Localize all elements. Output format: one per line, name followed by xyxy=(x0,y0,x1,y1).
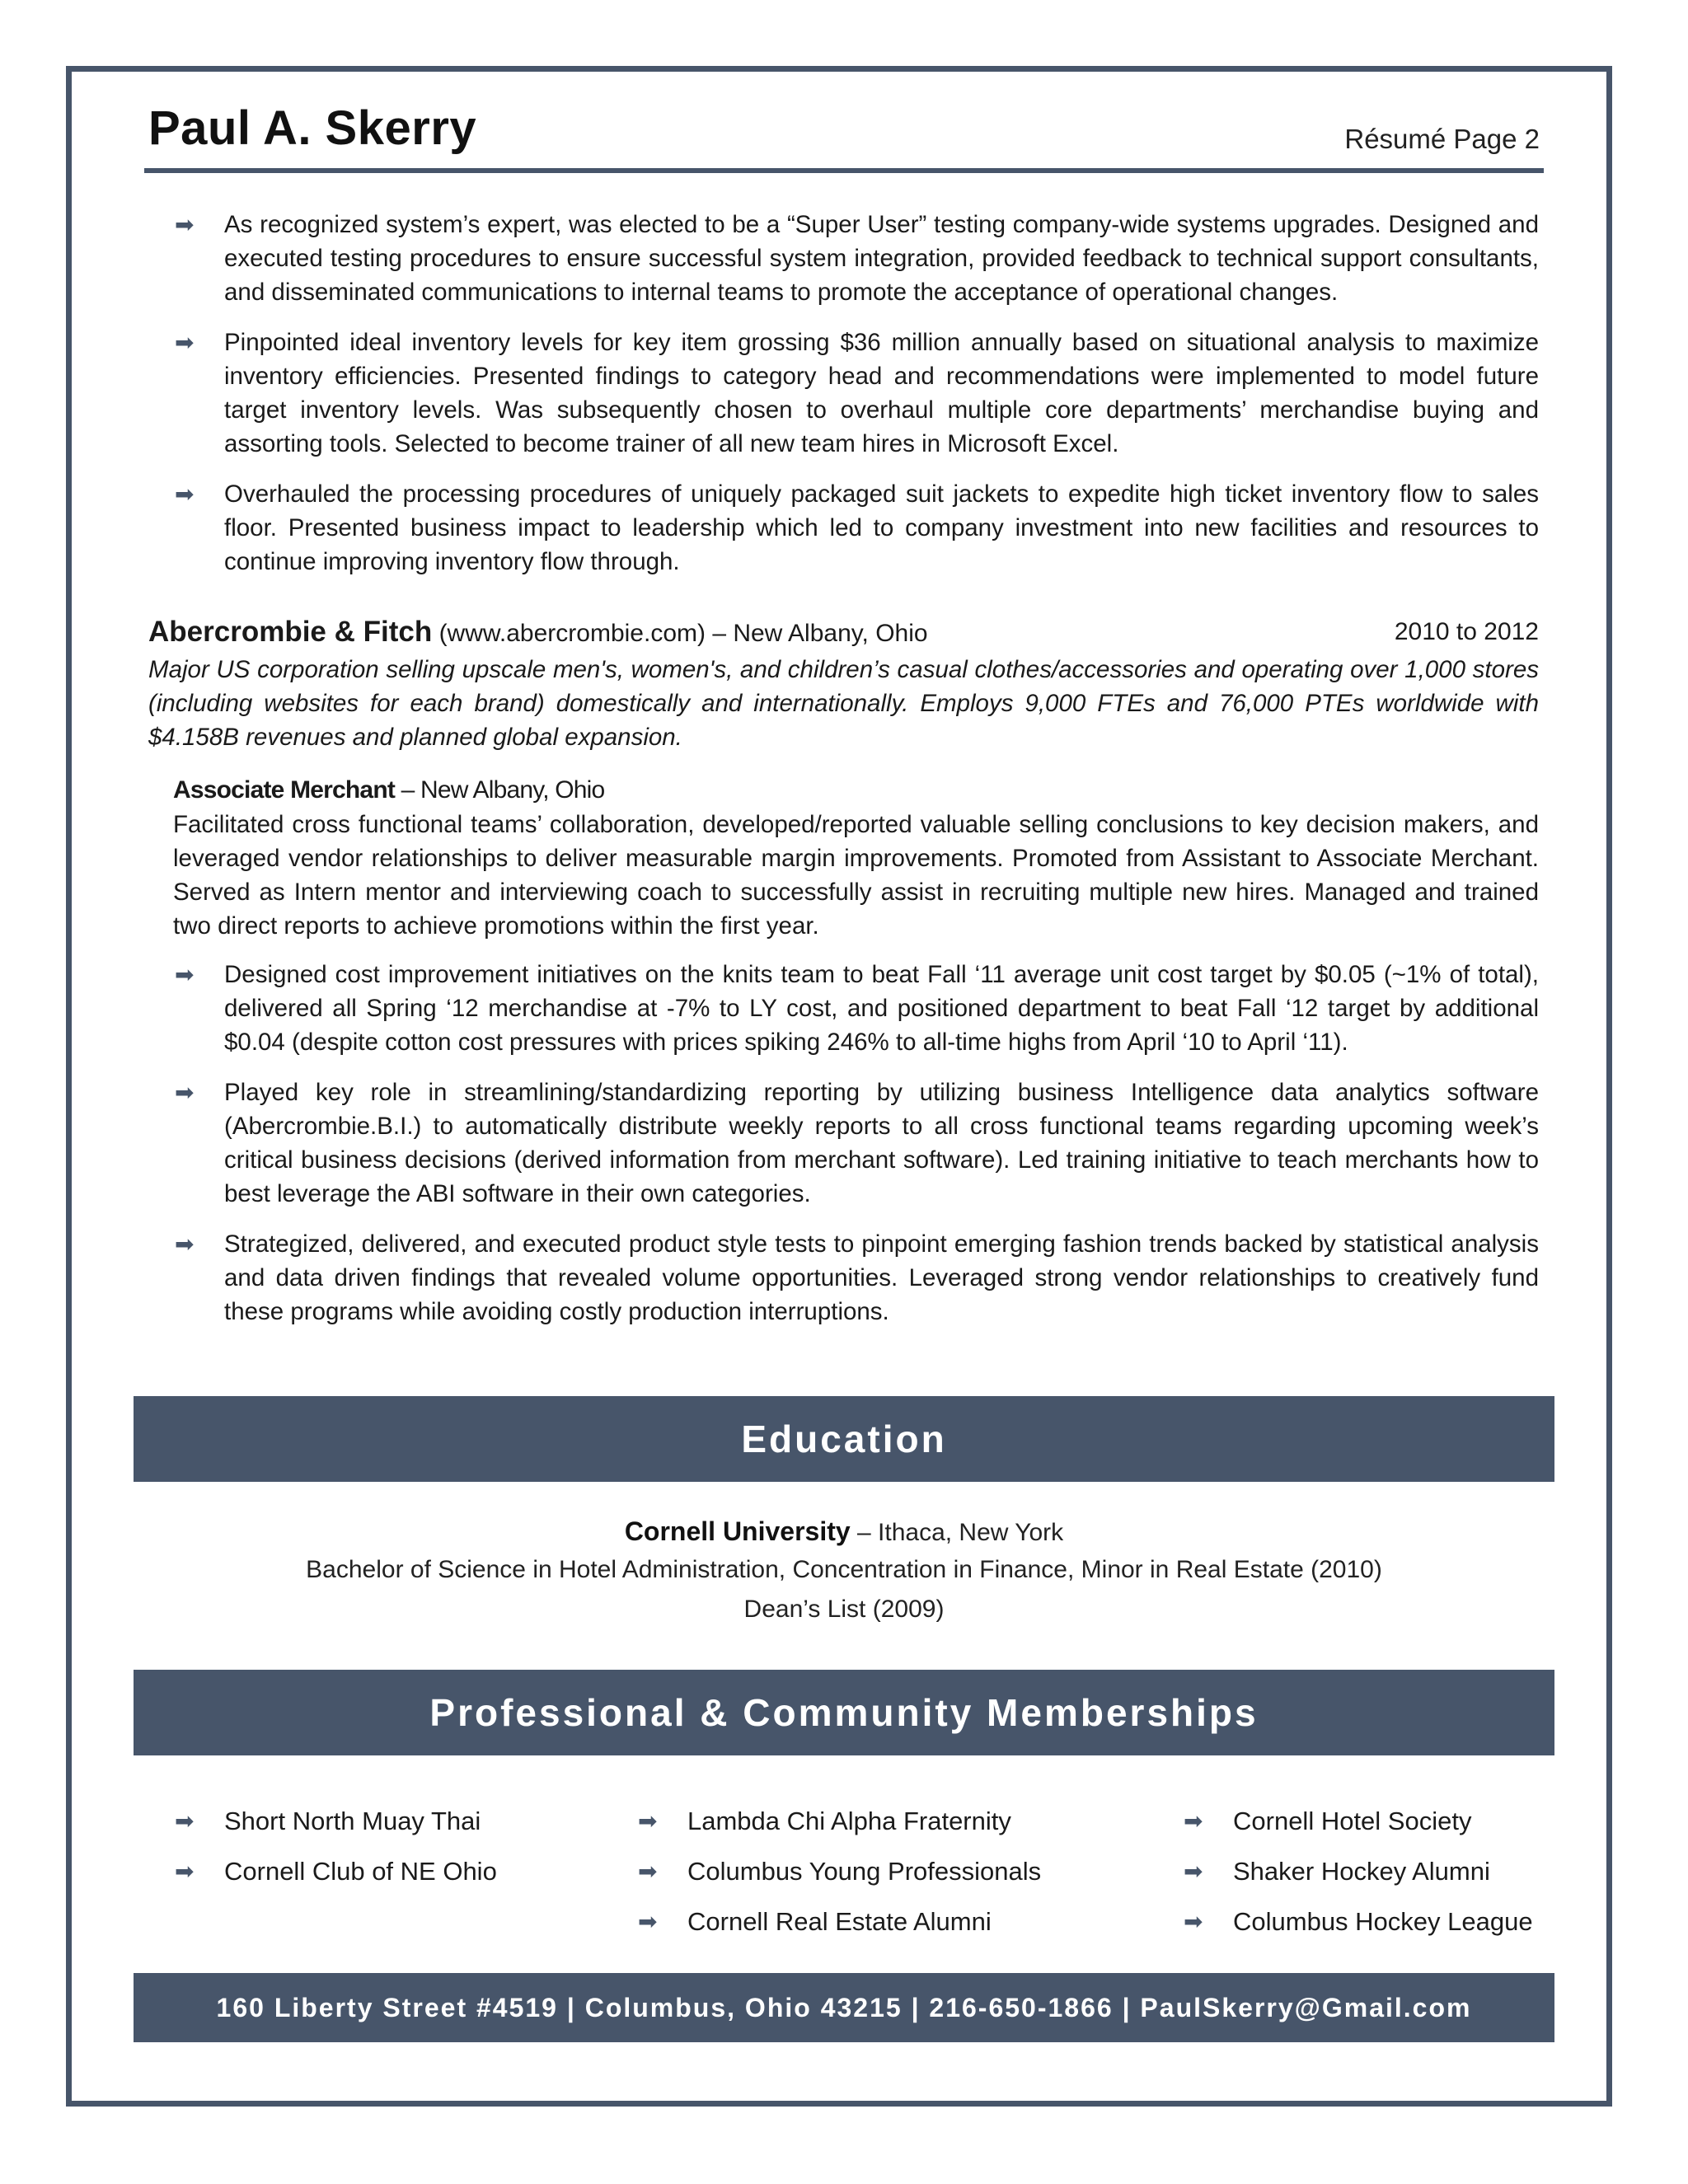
list-item: ➡ Overhauled the processing procedures of uniquely packaged suit jackets to expedite high ticket inventory flow to sales floor. Presented business impact to leadership which led to company investment into new facilities and resources to continue improving inventory flow through. xyxy=(175,477,1539,579)
arrow-right-icon: ➡ xyxy=(175,212,195,237)
list-item: ➡ Columbus Hockey League xyxy=(1184,1904,1533,1940)
arrow-right-icon: ➡ xyxy=(175,1808,195,1834)
role-title: Associate Merchant xyxy=(173,776,396,804)
arrow-right-icon: ➡ xyxy=(175,1080,195,1105)
company-dates: 2010 to 2012 xyxy=(1394,618,1539,645)
header-rule xyxy=(144,168,1544,173)
company-header xyxy=(148,615,1539,651)
role-header xyxy=(173,773,604,808)
arrow-right-icon: ➡ xyxy=(175,481,195,507)
company-description: Major US corporation selling upscale men's, women's, and children’s casual clothes/accessories and operating over 1,000 stores (including websites for each brand) domestically and internationally. Employs 9,000 FTEs and 76,000 PTEs worldwide with $4.158B revenues and planned global expansion. xyxy=(148,656,1539,751)
memberships-column-3 xyxy=(1184,1803,1533,1954)
list-item: ➡ Pinpointed ideal inventory levels for key item grossing $36 million annually based on situational analysis to maximize inventory efficiencies. Presented findings to category head and recommendations were implemented to model future target inventory levels. Was subsequently chosen to overhaul multiple core departments’ merchandise buying and assorting tools. Selected to become trainer of all new team hires in Microsoft Excel. xyxy=(175,326,1539,461)
school-name: Cornell University xyxy=(624,1516,851,1546)
memberships-column-1 xyxy=(175,1803,497,1904)
list-item: ➡ Lambda Chi Alpha Fraternity xyxy=(638,1803,1041,1840)
candidate-name: Paul A. Skerry xyxy=(148,101,477,155)
education-degree: Bachelor of Science in Hotel Administration, Concentration in Finance, Minor in Real Estate (2010) xyxy=(306,1556,1382,1583)
arrow-right-icon: ➡ xyxy=(175,330,195,355)
school-location: – Ithaca, New York xyxy=(850,1519,1064,1546)
arrow-right-icon: ➡ xyxy=(175,1231,195,1257)
list-item: ➡ Played key role in streamlining/standardizing reporting by utilizing business Intelligence data analytics software (Abercrombie.B.I.) to automatically distribute weekly reports to all cross functional teams regarding upcoming week’s critical business decisions (derived information from merchant software). Led training initiative to teach merchants how to best leverage the ABI software in their own categories. xyxy=(175,1076,1539,1211)
list-item: ➡ Short North Muay Thai xyxy=(175,1803,497,1840)
list-item: ➡ Cornell Club of NE Ohio xyxy=(175,1854,497,1890)
arrow-right-icon: ➡ xyxy=(1184,1858,1203,1884)
previous-role-bullets xyxy=(175,208,1539,595)
footer-contact: 160 Liberty Street #4519 | Columbus, Ohio 43215 | 216-650-1866 | PaulSkerry@Gmail.com xyxy=(134,1973,1554,2042)
list-item: ➡ Shaker Hockey Alumni xyxy=(1184,1854,1533,1890)
education-heading: Education xyxy=(134,1396,1554,1482)
arrow-right-icon: ➡ xyxy=(1184,1909,1203,1934)
list-item: ➡ Cornell Hotel Society xyxy=(1184,1803,1533,1840)
list-item: ➡ Columbus Young Professionals xyxy=(638,1854,1041,1890)
list-item: ➡ Cornell Real Estate Alumni xyxy=(638,1904,1041,1940)
education-honors: Dean’s List (2009) xyxy=(743,1596,945,1623)
memberships-heading: Professional & Community Memberships xyxy=(134,1670,1554,1755)
list-item: ➡ Strategized, delivered, and executed product style tests to pinpoint emerging fashion trends backed by statistical analysis and data driven findings that revealed volume opportunities. Leveraged strong vendor relationships to creatively fund these programs while avoiding costly production interruptions. xyxy=(175,1227,1539,1329)
memberships-column-2 xyxy=(638,1803,1041,1954)
arrow-right-icon: ➡ xyxy=(175,962,195,987)
arrow-right-icon: ➡ xyxy=(638,1858,658,1884)
arrow-right-icon: ➡ xyxy=(175,1858,195,1884)
role-summary: Facilitated cross functional teams’ collaboration, developed/reported valuable selling conclusions to key decision makers, and leveraged vendor relationships to deliver measurable margin improvements. Promoted from Assistant to Associate Merchant. Served as Intern mentor and interviewing coach to successfully assist in recruiting multiple new hires. Managed and trained two direct reports to achieve promotions within the first year. xyxy=(173,811,1539,940)
arrow-right-icon: ➡ xyxy=(1184,1808,1203,1834)
role-location: – New Albany, Ohio xyxy=(395,776,605,804)
arrow-right-icon: ➡ xyxy=(638,1909,658,1934)
page-label: Résumé Page 2 xyxy=(1344,124,1540,154)
education-school-line xyxy=(134,1516,1554,1547)
company-details: (www.abercrombie.com) – New Albany, Ohio xyxy=(432,620,928,647)
company-name: Abercrombie & Fitch xyxy=(148,616,433,648)
list-item: ➡ Designed cost improvement initiatives on the knits team to beat Fall ‘11 average unit cost target by $0.05 (~1% of total), delivered all Spring ‘12 merchandise at -7% to LY cost, and positioned department to beat Fall ‘12 target by additional $0.04 (despite cotton cost pressures with prices spiking 246% to all-time highs from April ‘10 to April ‘11). xyxy=(175,958,1539,1059)
role-bullets xyxy=(175,958,1539,1345)
list-item: ➡ As recognized system’s expert, was elected to be a “Super User” testing company-wide systems upgrades. Designed and executed testing procedures to ensure successful system integration, provided feedback to technical support consultants, and disseminated communications to internal teams to promote the acceptance of operational changes. xyxy=(175,208,1539,309)
arrow-right-icon: ➡ xyxy=(638,1808,658,1834)
